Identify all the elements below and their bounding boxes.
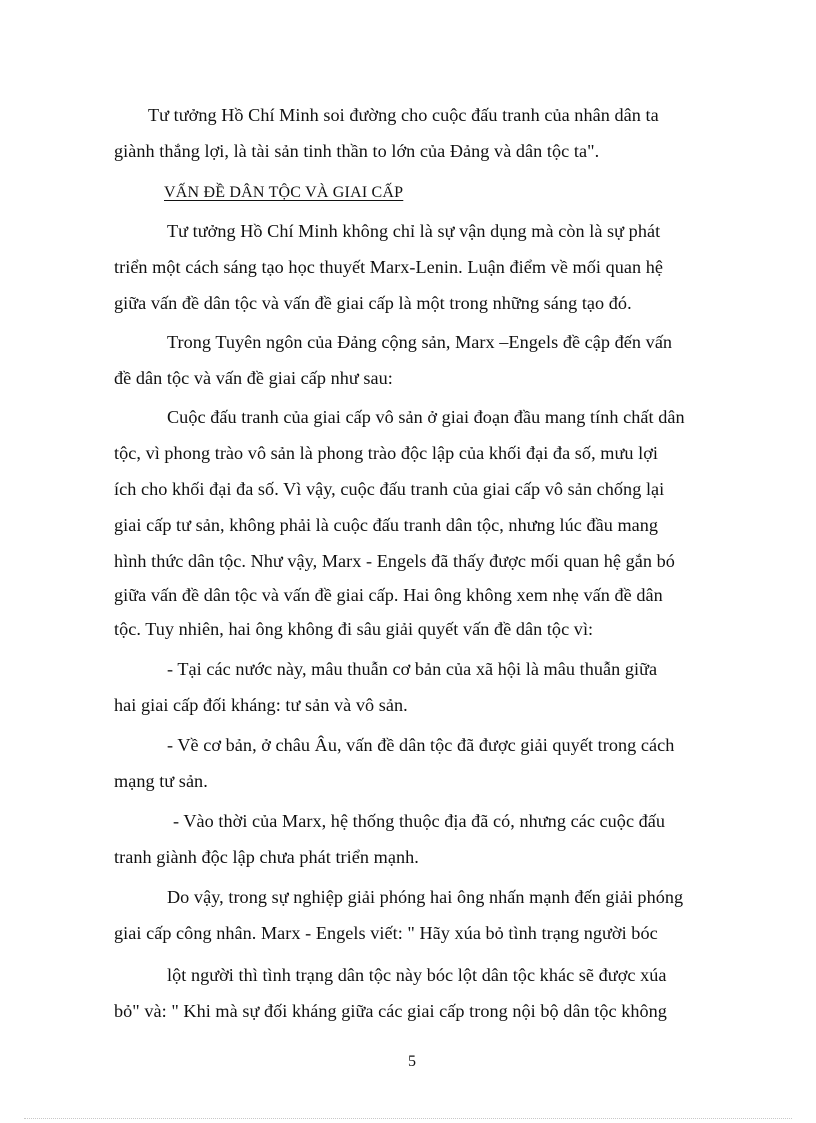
text-line-12: giai cấp tư sản, không phải là cuộc đấu tranh dân tộc, nhưng lúc đầu mang [114,515,659,535]
text-line-18: - Về cơ bản, ở châu Âu, vấn đề dân tộc đã được giải quyết trong cách [167,735,675,755]
text-line-6: giữa vấn đề dân tộc và vấn đề giai cấp là một trong những sáng tạo đó. [114,293,632,313]
text-line-1: Tư tưởng Hồ Chí Minh soi đường cho cuộc đấu tranh của nhân dân ta [148,105,659,125]
section-heading: VẤN ĐỀ DÂN TỘC VÀ GIAI CẤP [164,184,404,201]
text-line-13: hình thức dân tộc. Như vậy, Marx - Engels đã thấy được mối quan hệ gắn bó [114,551,675,571]
text-line-10: tộc, vì phong trào vô sản là phong trào độc lập của khối đại đa số, mưu lợi [114,443,658,463]
text-line-21: tranh giành độc lập chưa phát triển mạnh. [114,847,419,867]
page-bottom-divider [24,1118,792,1119]
text-line-22: Do vậy, trong sự nghiệp giải phóng hai ông nhấn mạnh đến giải phóng [167,887,684,907]
text-line-19: mạng tư sản. [114,771,208,791]
text-line-2: giành thắng lợi, là tài sản tinh thần to lớn của Đảng và dân tộc ta". [114,141,600,161]
page-number: 5 [408,1053,416,1070]
text-line-23: giai cấp công nhân. Marx - Engels viết: " Hãy xúa bỏ tình trạng người bóc [114,923,658,943]
text-line-8: đề dân tộc và vấn đề giai cấp như sau: [114,368,393,388]
text-line-5: triển một cách sáng tạo học thuyết Marx-Lenin. Luận điểm về mối quan hệ [114,257,664,277]
text-line-20: - Vào thời của Marx, hệ thống thuộc địa đã có, nhưng các cuộc đấu [173,811,666,831]
text-line-14: giữa vấn đề dân tộc và vấn đề giai cấp. Hai ông không xem nhẹ vấn đề dân [114,585,663,605]
text-line-24: lột người thì tình trạng dân tộc này bóc lột dân tộc khác sẽ được xúa [167,965,667,985]
text-line-16: - Tại các nước này, mâu thuẫn cơ bản của xã hội là mâu thuẫn giữa [167,659,658,679]
text-line-4: Tư tưởng Hồ Chí Minh không chỉ là sự vận dụng mà còn là sự phát [167,221,661,241]
text-line-15: tộc. Tuy nhiên, hai ông không đi sâu giải quyết vấn đề dân tộc vì: [114,619,594,639]
text-line-17: hai giai cấp đối kháng: tư sản và vô sản. [114,695,408,715]
text-line-7: Trong Tuyên ngôn của Đảng cộng sản, Marx –Engels đề cập đến vấn [167,332,673,352]
text-line-25: bỏ" và: " Khi mà sự đối kháng giữa các giai cấp trong nội bộ dân tộc không [114,1001,667,1021]
text-line-9: Cuộc đấu tranh của giai cấp vô sản ở giai đoạn đầu mang tính chất dân [167,407,685,427]
text-line-11: ích cho khối đại đa số. Vì vậy, cuộc đấu tranh của giai cấp vô sản chống lại [114,479,665,499]
